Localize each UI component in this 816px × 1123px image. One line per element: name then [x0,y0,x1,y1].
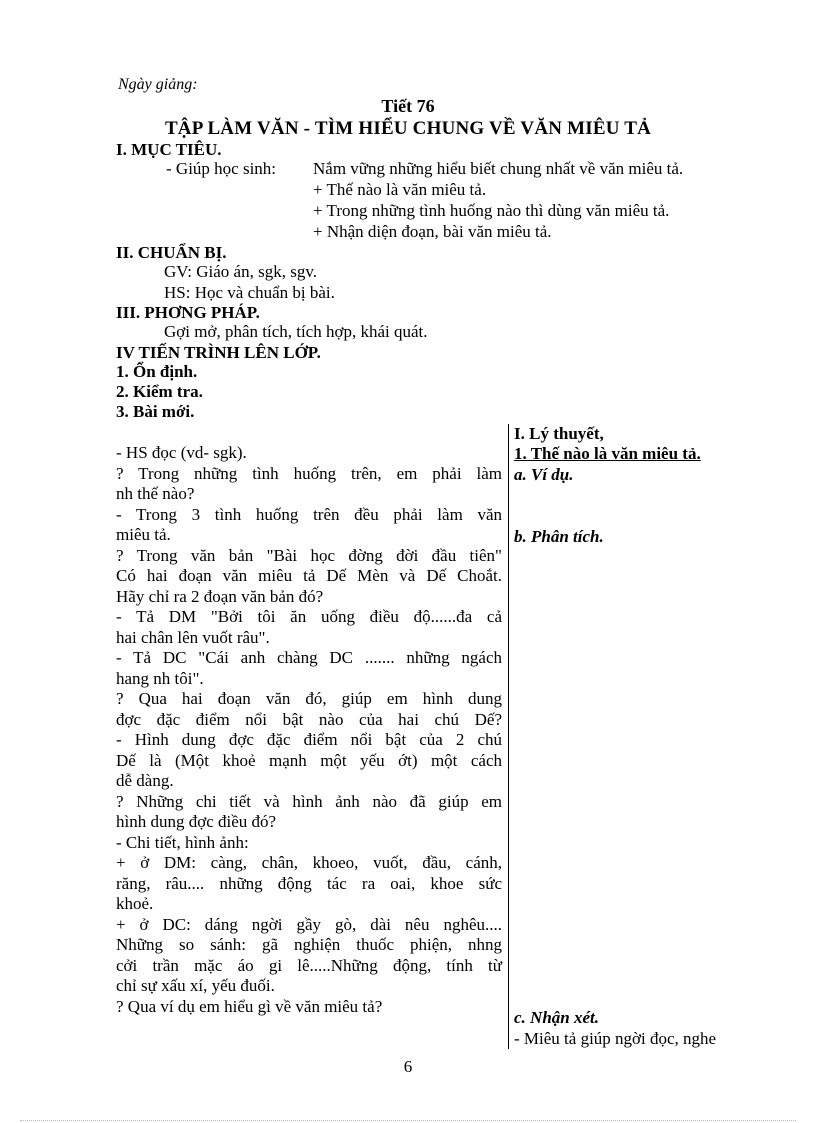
page-number: 6 [403,1057,413,1076]
activity-line: + ở DC: dáng ngời gầy gò, dài nêu nghêu.... [116,914,502,934]
column-divider [508,424,509,1049]
activity-line: hang nh tôi". [116,668,204,688]
page-title: TẬP LÀM VĂN - TÌM HIỂU CHUNG VỀ VĂN MIÊU TẢ [164,118,652,139]
activity-line: nh thế nào? [116,484,195,503]
activity-line: - Hình dung đợc đặc điểm nổi bật của 2 chú [116,730,502,749]
activity-line: chỉ sự xấu xí, yếu đuối. [116,976,275,995]
activity-line: + ở DM: càng, chân, khoeo, vuốt, đầu, cánh, [116,853,502,872]
activity-line: đợc đặc điểm nổi bật nào của hai chú Dế? [116,709,502,729]
activity-line: ? Trong những tình huống trên, em phải làm [116,463,502,483]
teacher-activity-column [116,443,502,1017]
preparation-line: GV: Giáo án, sgk, sgv. [164,262,317,281]
procedure-step: 3. Bài mới. [116,402,195,421]
example-label: a. Ví dụ. [514,465,574,484]
section-procedure-heading: IV TIẾN TRÌNH LÊN LỚP. [116,343,321,362]
activity-line: Hãy chỉ ra 2 đoạn văn bản đó? [116,586,324,606]
activity-line: ? Trong văn bản "Bài học đờng đời đầu tiên" [116,545,502,565]
remark-label: c. Nhận xét. [514,1008,599,1027]
section-objectives-heading: I. MỤC TIÊU. [116,140,222,159]
objective-line: Nắm vững những hiểu biết chung nhất về văn miêu tả. [313,159,684,178]
activity-line: răng, râu.... những động tác ra oai, khoe sức [116,873,502,893]
section-preparation-heading: II. CHUẨN BỊ. [116,243,227,262]
activity-line: - Tả DC "Cái anh chàng DC ....... những ngách [116,648,502,667]
lesson-number: Tiết 76 [381,96,435,116]
activity-line: - Chi tiết, hình ảnh: [116,832,249,852]
preparation-line: HS: Học và chuẩn bị bài. [164,283,335,302]
activity-line: - Tả DM "Bởi tôi ăn uống điều độ......đa cả [116,607,502,626]
activity-line: hình dung đợc điều đó? [116,812,277,831]
activity-line: Những so sánh: gã nghiện thuốc phiện, nhng [116,935,502,954]
objective-line: + Thế nào là văn miêu tả. [313,180,487,199]
procedure-step: 1. Ổn định. [116,362,198,381]
activity-line: Dế là (Một khoẻ mạnh một yếu ớt) một cách [116,750,502,770]
analysis-label: b. Phân tích. [514,527,604,546]
activity-line: - HS đọc (vd- sgk). [116,443,247,462]
remark-line: - Miêu tả giúp ngời đọc, nghe [514,1029,717,1048]
activity-line: - Trong 3 tình huống trên đều phải làm văn [116,504,502,524]
activity-line: Có hai đoạn văn miêu tả Dế Mèn và Dế Choắt. [116,566,502,585]
procedure-step: 2. Kiểm tra. [116,382,203,401]
theory-subheading: 1. Thế nào là văn miêu tả. [514,444,701,463]
activity-line: dễ dàng. [116,771,174,790]
activity-line: cởi trần mặc áo gi lê.....Những động, tính từ [116,955,502,975]
activity-line: ? Qua hai đoạn văn đó, giúp em hình dung [116,689,502,708]
page-footer-divider [20,1120,796,1121]
theory-heading: I. Lý thuyết, [514,424,604,443]
activity-line: miêu tả. [116,525,171,544]
objectives-intro: - Giúp học sinh: [166,159,277,178]
date-label: Ngày giảng: [118,76,198,93]
activity-line: hai chân lên vuốt râu". [116,627,270,647]
activity-line: khoẻ. [116,894,154,913]
objective-line: + Nhận diện đoạn, bài văn miêu tả. [313,222,552,241]
activity-line: ? Qua ví dụ em hiểu gì về văn miêu tả? [116,996,383,1016]
activity-line: ? Những chi tiết và hình ảnh nào đã giúp em [116,791,502,811]
objective-line: + Trong những tình huống nào thì dùng văn miêu tả. [313,201,670,220]
method-line: Gợi mở, phân tích, tích hợp, khái quát. [164,322,428,341]
section-method-heading: III. PHƠNG PHÁP. [116,303,260,322]
